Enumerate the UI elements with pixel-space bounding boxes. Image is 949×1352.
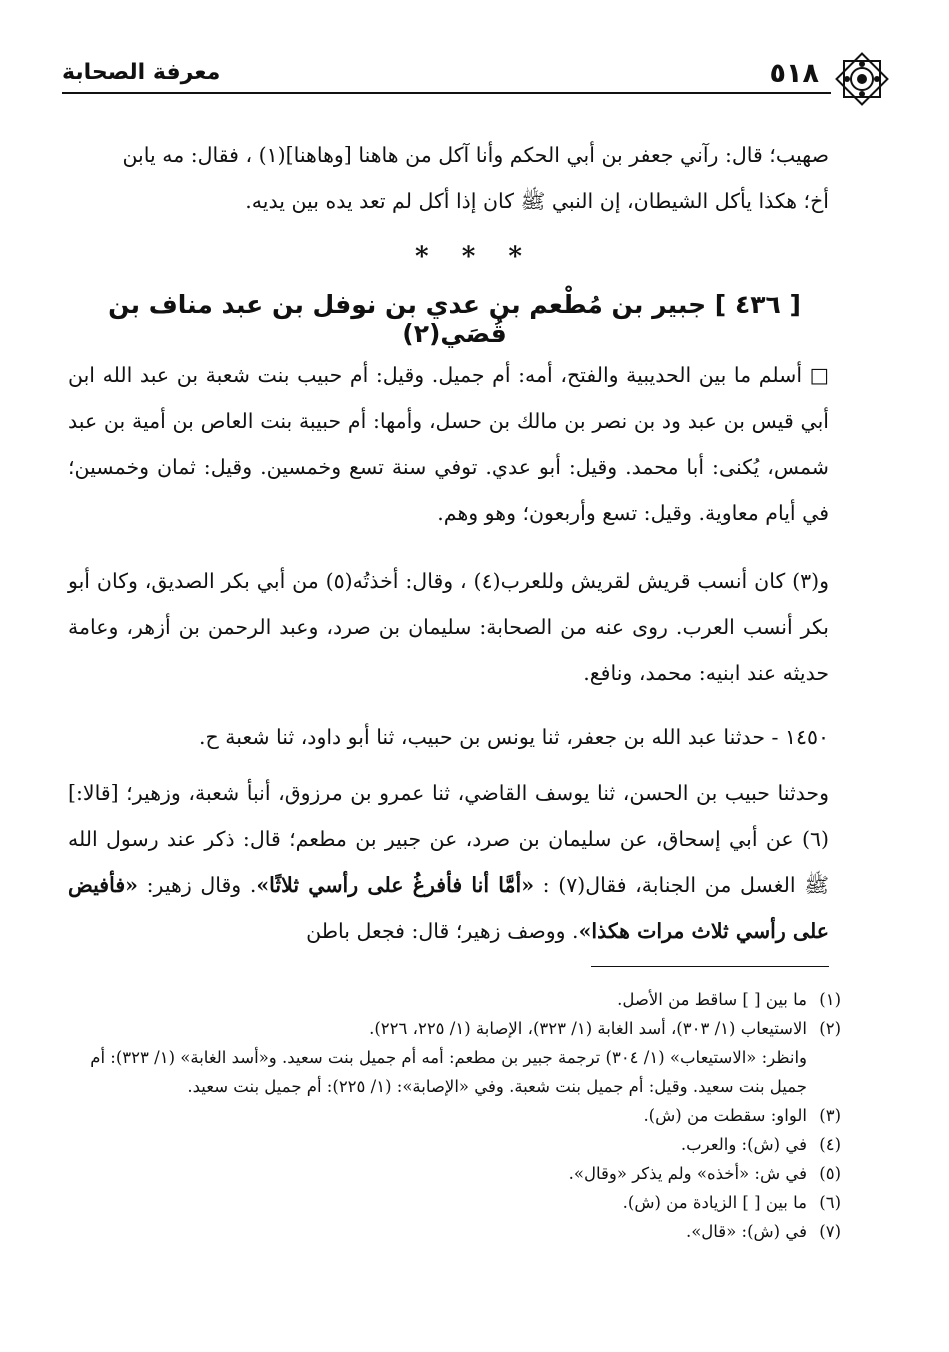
hadith-text-paragraph <box>68 770 829 954</box>
footnote-text: ما بين [ ] الزيادة من (ش). <box>622 1193 807 1212</box>
footnote-text: في ش: «أخذه» ولم يذكر «وقال». <box>568 1164 807 1183</box>
footnote <box>68 985 841 1014</box>
running-title: معرفة الصحابة <box>62 60 221 85</box>
intro-line: أخ؛ هكذا يأكل الشيطان، إن النبي ﷺ كان إذا أكل لم تعد يده بين يديه. <box>245 189 829 213</box>
section-separator: * * * <box>415 242 534 272</box>
footnote-separator <box>591 966 829 967</box>
footnote <box>68 1101 841 1130</box>
isnad-text: ١٤٥٠ - حدثنا عبد الله بن جعفر، ثنا يونس بن حبيب، ثنا أبو داود، ثنا شعبة ح. <box>199 725 829 749</box>
footnote <box>68 1014 841 1043</box>
footnote-number: (٧) <box>819 1222 841 1241</box>
footnotes <box>68 985 841 1246</box>
footnote <box>68 1217 841 1246</box>
footnote-text: ما بين [ ] ساقط من الأصل. <box>617 990 807 1009</box>
footnote-number: (٣) <box>819 1106 841 1125</box>
footnote-number: (٤) <box>819 1135 841 1154</box>
footnote-number: (٢) <box>819 1019 841 1038</box>
intro-paragraph <box>68 132 829 224</box>
footnote-continuation <box>68 1043 841 1101</box>
footnote-number: (٥) <box>819 1164 841 1183</box>
hadith-1450-chain <box>68 714 829 760</box>
footnote <box>68 1130 841 1159</box>
biography-paragraph <box>68 352 829 536</box>
hadith-text <box>68 770 829 954</box>
hadith-text-part: . ووصف زهير؛ قال: فجعل باطن <box>306 919 579 943</box>
prophet-quote: «أمَّا أنا فأفرغُ على رأسي ثلاثًا» <box>256 873 535 897</box>
footnote <box>68 1159 841 1188</box>
footnote-text: الاستيعاب (١/ ٣٠٣)، أسد الغابة (١/ ٣٢٣)، الإصابة (١/ ٢٢٥، ٢٢٦). <box>369 1019 807 1038</box>
entry-title: [ ٤٣٦ ] جبير بن مُطْعم بن عدي بن نوفل بن عبد مناف بن قُصَي(٢) <box>108 290 801 348</box>
genealogy-text: و(٣) كان أنسب قريش لقريش وللعرب(٤) ، وقال: أخذتُه(٥) من أبي بكر الصديق، وكان أبو بكر أنسب العرب. روى عنه من الصحابة: سليمان بن صرد، وعبد الرحمن بن أزهر، وعامة حديثه عند ابنيه: محمد، ونافع. <box>68 569 830 685</box>
page-number: ٥١٨ <box>769 58 819 89</box>
footnote-text: الواو: سقطت من (ش). <box>643 1106 807 1125</box>
footnote <box>68 1188 841 1217</box>
genealogy-paragraph <box>68 558 829 696</box>
intro-line: صهيب؛ قال: رآني جعفر بن أبي الحكم وأنا آكل من هاهنا [وهاهنا](١) ، فقال: مه يابن <box>122 143 829 167</box>
footnote-text: في (ش): والعرب. <box>680 1135 807 1154</box>
header-rule <box>62 92 831 94</box>
zuhair-quote: «فأفيض على رأسي ثلاث مرات هكذا» <box>68 873 829 943</box>
footnote-number: (٦) <box>819 1193 841 1212</box>
footnote-number: (١) <box>819 990 841 1009</box>
hadith-text-part: . وقال زهير: <box>137 873 257 897</box>
footnote-text: في (ش): «قال». <box>685 1222 807 1241</box>
hadith-text-part: وحدثنا حبيب بن الحسن، ثنا يوسف القاضي، ثنا عمرو بن مرزوق، أنبأ شعبة، وزهير؛ [قالا:](٦) عن أبي إسحاق، عن سليمان بن صرد، عن جبير بن مطعم؛ قال: ذكر عند رسول الله ﷺ الغسل من الجنابة، فقال(٧) : <box>68 781 829 897</box>
biography-text: □ أسلم ما بين الحديبية والفتح، أمه: أم جميل. وقيل: أم حبيب بنت شعبة بن عبد الله ابن أبي قيس بن عبد ود بن نصر بن مالك بن حسل، وأمها: أم حبيبة بنت العاص بن أمية بن عبد شمس، يُكنى: أبا محمد. وقيل: أبو عدي. توفي سنة تسع وخمسين. وقيل: ثمان وخمسين؛ في أيام معاوية. وقيل: تسع وأربعون؛ وهو وهم. <box>68 363 829 525</box>
footnote-text: وانظر: «الاستيعاب» (١/ ٣٠٤) ترجمة جبير بن مطعم: أمه أم جميل بنت سعيد. و«أسد الغابة» (١/ ٣٢٣): أم جميل بنت سعيد. وقيل: أم جميل بنت شعبة. وفي «الإصابة»: (١/ ٢٢٥): أم جميل بنت سعيد. <box>90 1048 807 1096</box>
octagram-ornament-icon <box>835 52 889 106</box>
